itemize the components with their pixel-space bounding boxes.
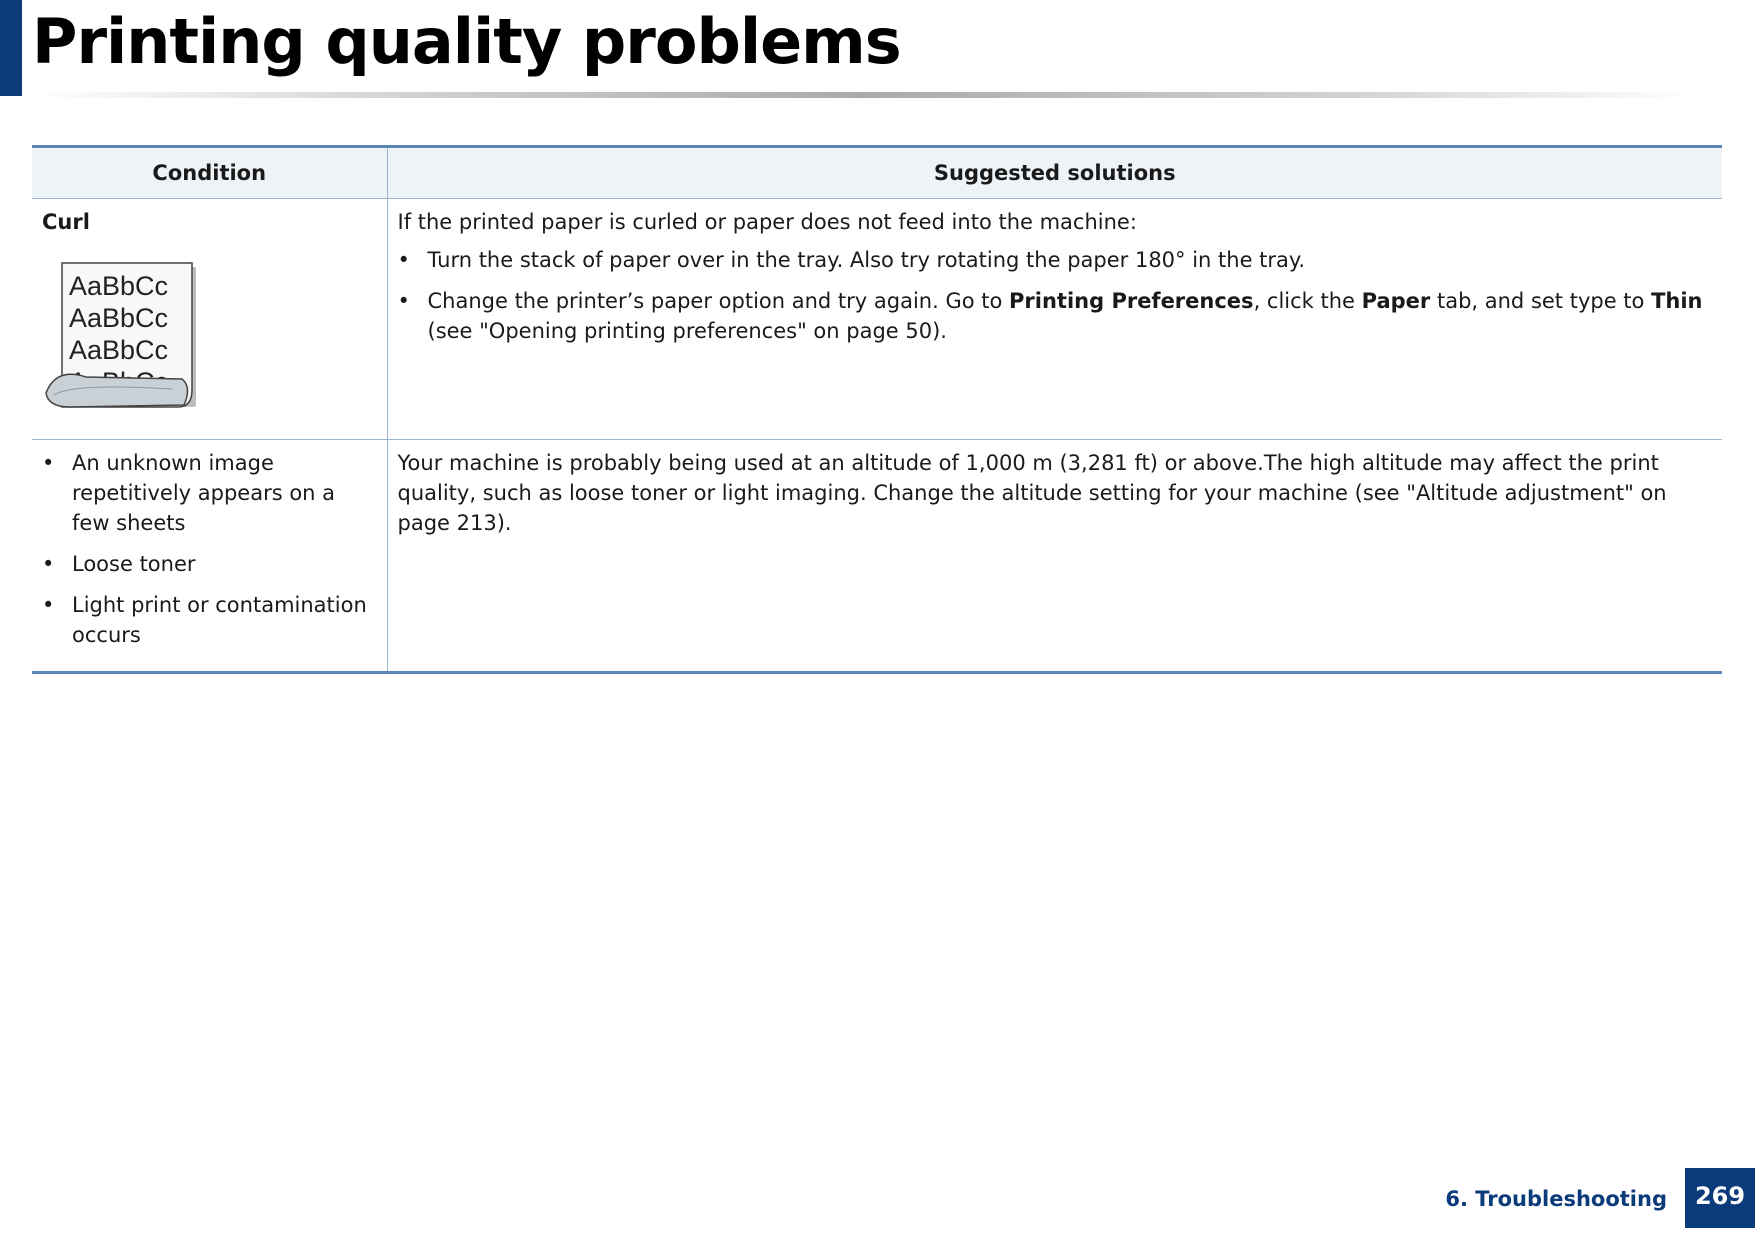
condition-list: [42, 448, 377, 650]
solution-text: Your machine is probably being used at an altitude of 1,000 m (3,281 ft) or above.The high altitude may affect the print quality, such as loose toner or light imaging. Change the altitude setting for your machine (see "Altitude adjustment" on page 213).: [397, 451, 1667, 535]
condition-text: Light print or contamination occurs: [72, 593, 367, 647]
column-header-condition: Condition: [32, 147, 387, 199]
condition-cell: [32, 440, 387, 673]
table-row: [32, 199, 1722, 440]
solution-step-text: Change the printer’s paper option and try again. Go to: [427, 289, 1010, 313]
sample-text-line: AaBbCc: [69, 335, 169, 365]
ui-term-printing-preferences: Printing Preferences: [1009, 289, 1254, 313]
condition-label: Curl: [42, 210, 90, 234]
sample-text-line: AaBbCc: [69, 271, 169, 301]
solution-step-text: Turn the stack of paper over in the tray. Also try rotating the paper 180° in the tray.: [427, 248, 1306, 272]
condition-cell: [32, 199, 387, 440]
solution-step-text: tab, and set type to: [1430, 289, 1652, 313]
table-header-row: [32, 147, 1722, 199]
solution-step-text: , click the: [1253, 289, 1362, 313]
column-header-solutions: Suggested solutions: [387, 147, 1722, 199]
list-item: [42, 448, 377, 538]
ui-term-paper-tab: Paper: [1361, 289, 1431, 313]
list-item: [398, 245, 1713, 275]
bullet-icon: •: [42, 593, 55, 617]
solution-cell: [387, 199, 1722, 440]
list-item: [398, 286, 1713, 346]
curled-paper-illustration: [42, 255, 207, 420]
list-item: [42, 590, 377, 650]
bullet-icon: •: [42, 552, 55, 576]
solution-list: [398, 245, 1713, 346]
condition-text: Loose toner: [72, 552, 196, 576]
ui-term-thin: Thin: [1651, 289, 1703, 313]
header-accent-bar: [0, 0, 22, 96]
solution-step-text: (see "Opening printing preferences" on page 50).: [427, 319, 947, 343]
solution-cell: [387, 440, 1722, 673]
page-title: Printing quality problems: [32, 5, 901, 78]
bullet-icon: •: [42, 451, 55, 475]
footer-section-link[interactable]: 6. Troubleshooting: [1445, 1187, 1667, 1211]
condition-text: An unknown image repetitively appears on a few sheets: [72, 451, 336, 535]
bullet-icon: •: [397, 248, 410, 272]
sample-text-line: AaBbCc: [69, 303, 169, 333]
list-item: [42, 549, 377, 579]
title-divider: [32, 92, 1692, 98]
table-row: [32, 440, 1722, 673]
bullet-icon: •: [397, 289, 410, 313]
quality-problems-table: [32, 145, 1722, 674]
page-number-badge: 269: [1685, 1168, 1755, 1228]
solution-intro: If the printed paper is curled or paper does not feed into the machine:: [397, 210, 1137, 234]
quality-problems-table-wrapper: [32, 145, 1722, 674]
